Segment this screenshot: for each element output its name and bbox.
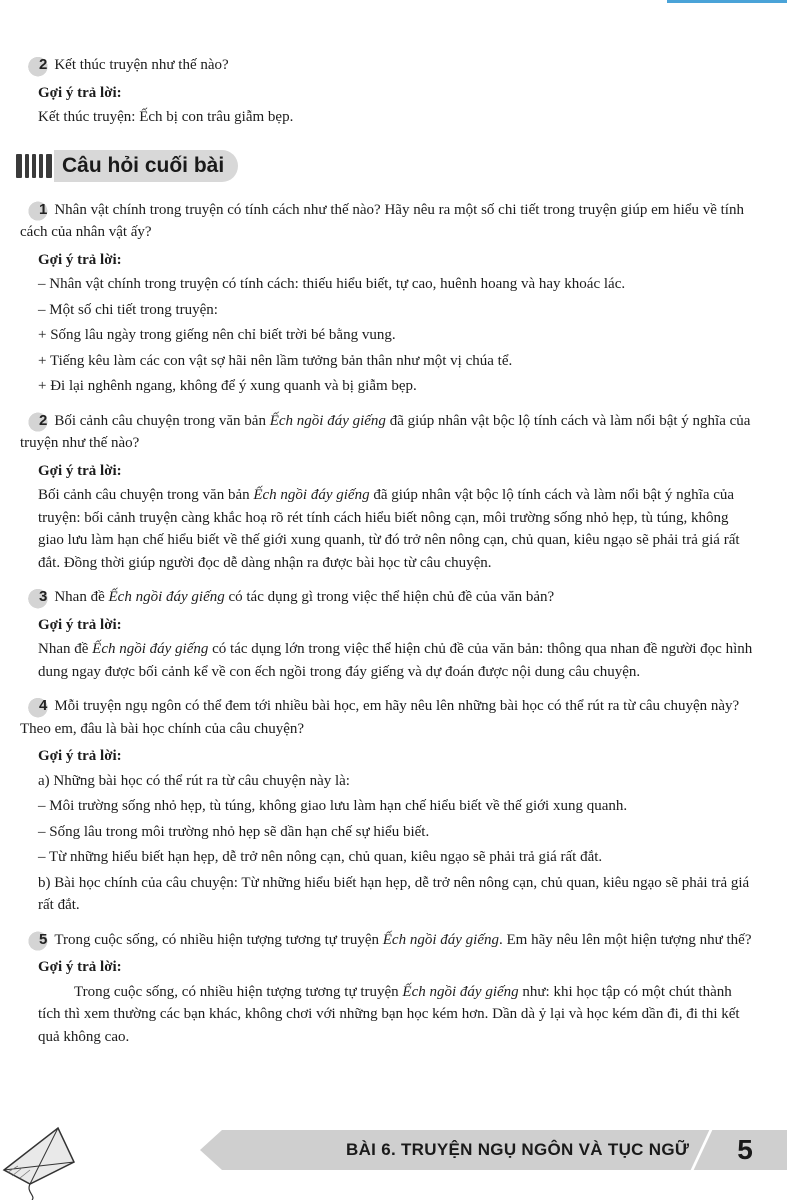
story-title: Ếch ngồi đáy giếng (108, 589, 225, 605)
answer-line: + Tiếng kêu làm các con vật sợ hãi nên lầm tưởng bản thân như một vị chúa tể. (38, 352, 513, 369)
answer-line: – Một số chi tiết trong truyện: (38, 301, 218, 318)
section-bars-icon (16, 153, 52, 179)
page-footer (0, 1124, 787, 1174)
hint-label: Gợi ý trả lời: (38, 959, 122, 975)
question-3 (20, 586, 755, 609)
question-number: 4 (28, 695, 50, 718)
answer-line: – Nhân vật chính trong truyện có tính cách: thiếu hiểu biết, tự cao, huênh hoang và hay khoác lác. (38, 276, 626, 292)
question-2 (20, 410, 755, 455)
question-text-post: có tác dụng gì trong việc thể hiện chủ đề của văn bản? (224, 589, 555, 605)
section-title: Câu hỏi cuối bài (54, 150, 238, 182)
answer-text (38, 484, 755, 574)
answer-pre: Bối cảnh câu chuyện trong văn bản (38, 487, 254, 503)
answer-text: Kết thúc truyện: Ếch bị con trâu giẫm bẹp. (38, 109, 294, 125)
answer-line: + Đi lại nghênh ngang, không để ý xung quanh và bị giẫm bẹp. (38, 378, 417, 394)
answer-line: a) Những bài học có thể rút ra từ câu chuyện này là: (38, 772, 350, 789)
answer-line: – Sống lâu trong môi trường nhỏ hẹp sẽ dần hạn chế sự hiểu biết. (38, 823, 430, 840)
question-number: 3 (28, 586, 50, 609)
question-text-pre: Trong cuộc sống, có nhiều hiện tượng tương tự truyện (54, 931, 383, 948)
answer-pre: Nhan đề (38, 641, 93, 657)
question-text-pre: Nhan đề (54, 589, 109, 605)
answer-line: b) Bài học chính của câu chuyện: Từ những hiểu biết hạn hẹp, dễ trở nên nông cạn, chủ quan, kiêu ngạo sẽ phải trả giá rất đắt. (38, 874, 750, 913)
hint-label: Gợi ý trả lời: (38, 616, 122, 633)
question-number: 2 (28, 54, 50, 77)
answer-line: – Từ những hiểu biết hạn hẹp, dễ trở nên nông cạn, chủ quan, kiêu ngạo sẽ phải trả giá rất đắt. (38, 849, 603, 865)
story-title: Ếch ngồi đáy giếng (382, 931, 499, 948)
page-content (20, 54, 755, 1048)
hint-label: Gợi ý trả lời: (38, 748, 122, 764)
question-2-prev (20, 54, 755, 77)
section-header (16, 147, 755, 185)
question-number: 5 (28, 929, 50, 952)
question-number: 2 (28, 410, 50, 433)
answer-pre: Trong cuộc sống, có nhiều hiện tượng tương tự truyện (74, 983, 403, 1000)
answer-text (38, 638, 755, 683)
top-accent-line (667, 0, 787, 3)
hint-label: Gợi ý trả lời: (38, 251, 122, 268)
answer-post: đã giúp nhân vật bộc lộ tính cách và làm nổi bật ý nghĩa của truyện: bối cảnh truyện càng khắc hoạ rõ rét tính cách hiểu biết nông cạn, môi trường sống nhỏ hẹp, tù túng, không giao lưu làm hạn chế hiểu biết về thế giới xung quanh, từ đó trở nên nông cạn, chủ quan, kiêu ngạo sẽ phải trả giá rất đắt. Đồng thời giúp người đọc dễ dàng nhận ra được bài học từ câu chuyện. (38, 487, 740, 571)
hint-label: Gợi ý trả lời: (38, 462, 122, 479)
answer-text (38, 981, 755, 1049)
story-title: Ếch ngồi đáy giếng (92, 641, 209, 657)
question-text: Kết thúc truyện như thế nào? (54, 57, 229, 73)
answer-line: + Sống lâu ngày trong giếng nên chỉ biết trời bé bằng vung. (38, 327, 396, 343)
answer-post: có tác dụng lớn trong việc thể hiện chủ đề của văn bản: thông qua nhan đề người đọc hình dung ngay được bối cảnh kể về con ếch ngồi trong đáy giếng và dự đoán được nội dung câu chuyện. (38, 641, 753, 680)
lesson-title: BÀI 6. TRUYỆN NGỤ NGÔN VÀ TỤC NGỮ (346, 1140, 690, 1159)
question-4 (20, 695, 755, 740)
answer-line: – Môi trường sống nhỏ hẹp, tù túng, không giao lưu làm hạn chế hiểu biết về thế giới xung quanh. (38, 798, 628, 814)
question-text-post: đã giúp nhân vật bộc lộ tính cách và làm nổi bật ý nghĩa của truyện như thế nào? (20, 412, 751, 451)
answer-post: như: khi học tập có một chút thành tích thì xem thường các bạn khác, không chơi với những bạn học kém hơn. Dần dà ỷ lại và học kém dần đi, đi thi kết quả không cao. (38, 983, 740, 1045)
story-title: Ếch ngồi đáy giếng (269, 412, 386, 429)
story-title: Ếch ngồi đáy giếng (253, 487, 370, 503)
hint-label: Gợi ý trả lời: (38, 84, 122, 101)
question-text-post: . Em hãy nêu lên một hiện tượng như thế? (499, 931, 752, 948)
story-title: Ếch ngồi đáy giếng (402, 983, 519, 1000)
question-text: Mỗi truyện ngụ ngôn có thể đem tới nhiều bài học, em hãy nêu lên những bài học có thể rút ra từ câu chuyện này? Theo em, đâu là bài học chính của câu chuyện? (20, 698, 740, 737)
question-text: Nhân vật chính trong truyện có tính cách như thế nào? Hãy nêu ra một số chi tiết trong truyện giúp em hiểu về tính cách của nhân vật ấy? (20, 201, 744, 240)
page-number: 5 (737, 1134, 753, 1165)
question-5 (20, 929, 755, 952)
question-text-pre: Bối cảnh câu chuyện trong văn bản (54, 412, 270, 429)
question-number: 1 (28, 199, 50, 222)
question-1 (20, 199, 755, 244)
